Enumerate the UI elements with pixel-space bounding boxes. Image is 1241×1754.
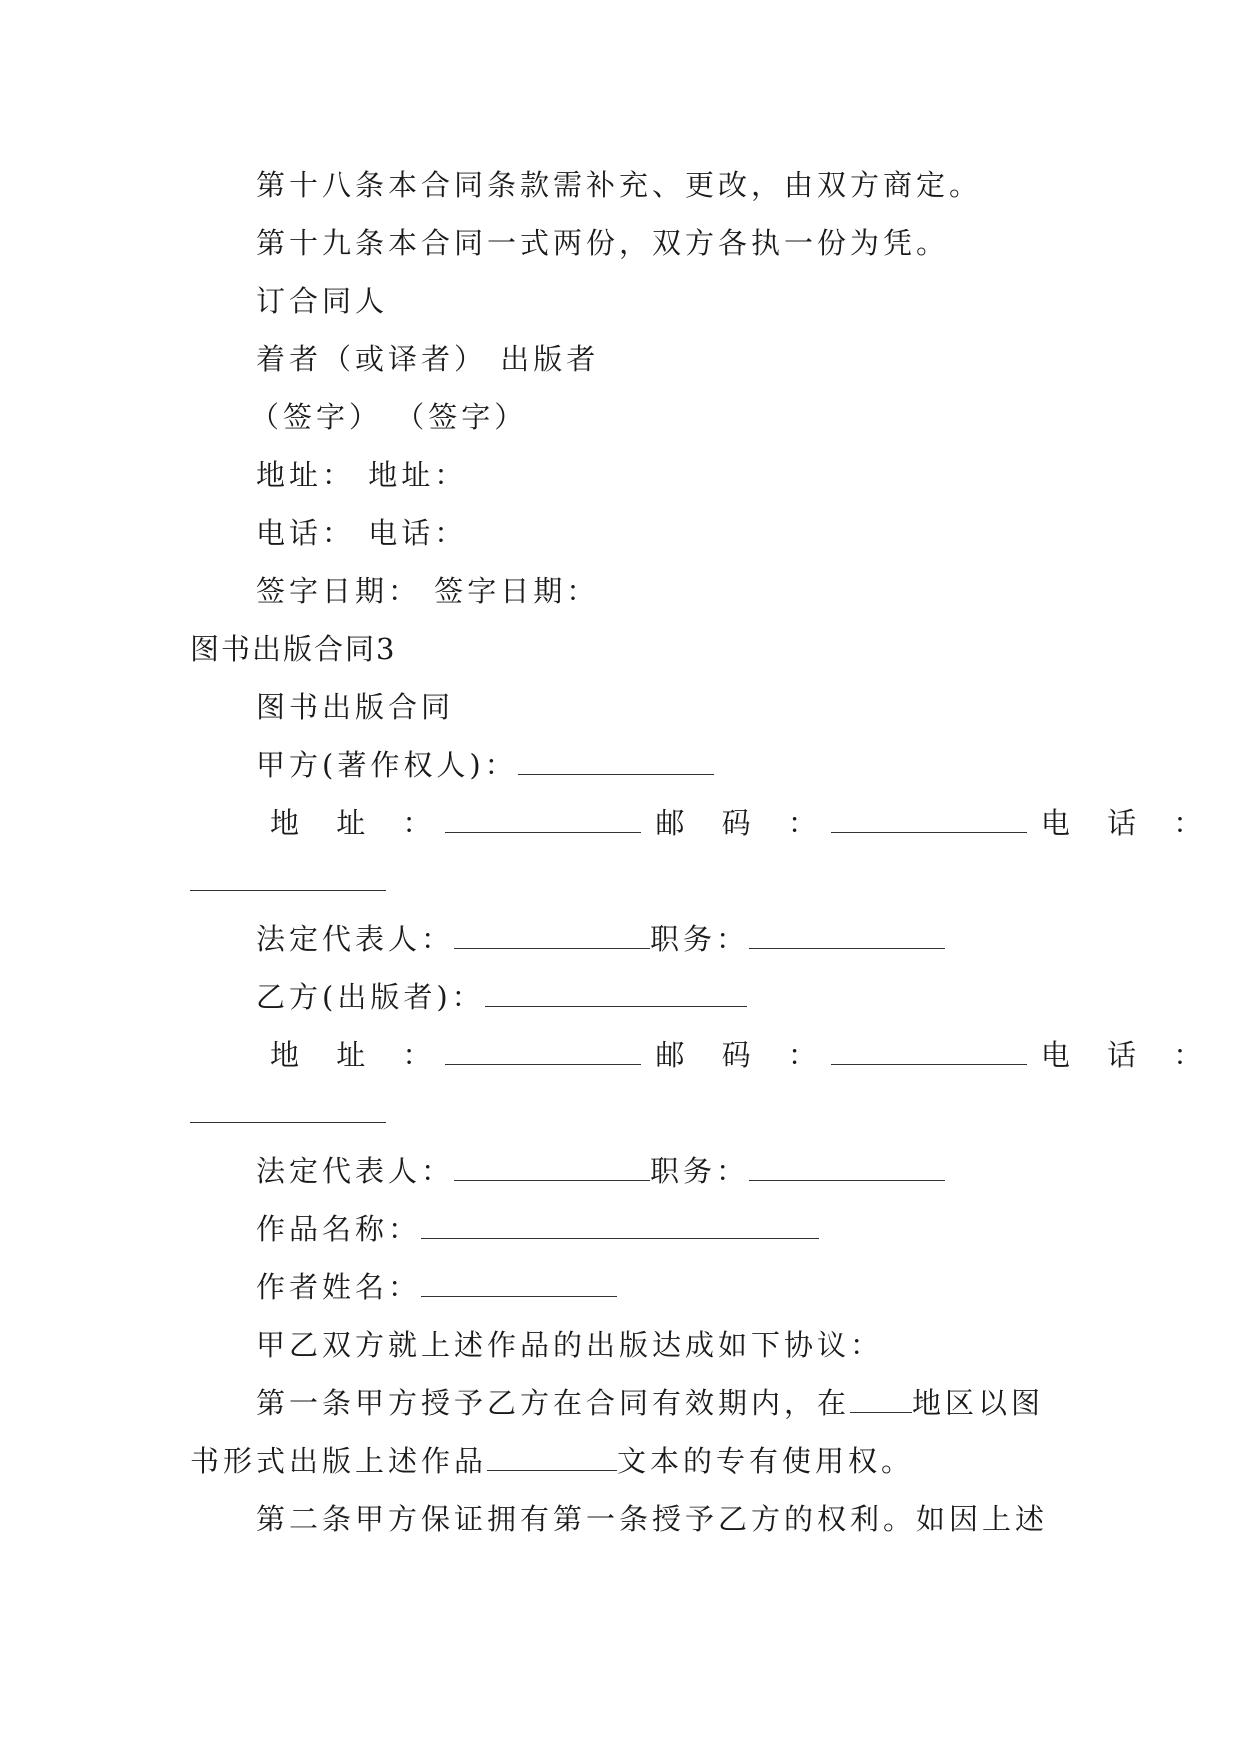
phone-label: 电 话 ： bbox=[1040, 806, 1217, 840]
party-a-rep-line bbox=[256, 919, 945, 959]
address-label: 地 址 ： bbox=[270, 1038, 446, 1072]
address-blank[interactable] bbox=[445, 1038, 641, 1065]
zip-blank[interactable] bbox=[831, 806, 1027, 833]
article-1-text-d: 文本的专有使用权。 bbox=[617, 1444, 915, 1478]
zip-blank[interactable] bbox=[831, 1038, 1027, 1065]
zip-label: 邮 码 ： bbox=[655, 1038, 831, 1072]
party-a-blank[interactable] bbox=[518, 748, 714, 775]
zip-label: 邮 码 ： bbox=[655, 806, 831, 840]
signature-line: （签字） （签字） bbox=[250, 400, 528, 434]
agreement-intro: 甲乙双方就上述作品的出版达成如下协议： bbox=[256, 1328, 884, 1362]
article-1-line-1 bbox=[256, 1383, 1044, 1423]
legal-rep-blank[interactable] bbox=[454, 1154, 650, 1181]
work-name-label: 作品名称： bbox=[256, 1212, 422, 1246]
position-label: 职务： bbox=[650, 922, 750, 956]
language-blank[interactable] bbox=[487, 1444, 617, 1471]
clause-19: 第十九条本合同一式两份，双方各执一份为凭。 bbox=[256, 226, 950, 260]
legal-rep-blank[interactable] bbox=[454, 922, 650, 949]
party-b-line bbox=[256, 977, 747, 1017]
position-blank[interactable] bbox=[749, 922, 945, 949]
address-line: 地址： 地址： bbox=[256, 458, 468, 492]
contract-title: 图书出版合同 bbox=[256, 690, 455, 724]
author-name-blank[interactable] bbox=[421, 1270, 617, 1297]
author-publisher-line: 着者（或译者） 出版者 bbox=[256, 342, 600, 376]
legal-rep-label: 法定代表人： bbox=[256, 922, 455, 956]
work-name-line bbox=[256, 1209, 819, 1249]
clause-18: 第十八条本合同条款需补充、更改，由双方商定。 bbox=[256, 168, 983, 202]
legal-rep-label: 法定代表人： bbox=[256, 1154, 455, 1188]
phone-blank[interactable] bbox=[190, 1096, 386, 1123]
position-label: 职务： bbox=[650, 1154, 750, 1188]
party-a-label: 甲方(著作权人)： bbox=[256, 748, 518, 782]
party-a-line bbox=[256, 745, 714, 785]
party-a-phone-continuation bbox=[190, 861, 386, 901]
party-b-phone-continuation bbox=[190, 1093, 386, 1133]
party-b-label: 乙方(出版者)： bbox=[256, 980, 485, 1014]
article-1-text-a: 第一条甲方授予乙方在合同有效期内，在 bbox=[256, 1386, 851, 1420]
phone-line: 电话： 电话： bbox=[256, 516, 468, 550]
author-name-label: 作者姓名： bbox=[256, 1270, 422, 1304]
article-1-line-2 bbox=[190, 1441, 914, 1481]
address-label: 地 址 ： bbox=[270, 806, 446, 840]
work-name-blank[interactable] bbox=[421, 1212, 819, 1239]
section-heading: 图书出版合同3 bbox=[190, 632, 397, 666]
signatories-heading: 订合同人 bbox=[256, 284, 389, 318]
phone-label: 电 话 ： bbox=[1040, 1038, 1217, 1072]
party-b-rep-line bbox=[256, 1151, 945, 1191]
article-2: 第二条甲方保证拥有第一条授予乙方的权利。如因上述 bbox=[256, 1502, 1049, 1536]
sign-date-line: 签字日期： 签字日期： bbox=[256, 574, 600, 608]
party-a-contact-line bbox=[270, 803, 1216, 843]
party-b-contact-line bbox=[270, 1035, 1216, 1075]
region-blank[interactable] bbox=[850, 1386, 912, 1413]
article-1-text-b: 地区以图 bbox=[912, 1386, 1045, 1420]
article-1-text-c: 书形式出版上述作品 bbox=[190, 1444, 488, 1478]
party-b-blank[interactable] bbox=[485, 980, 747, 1007]
address-blank[interactable] bbox=[445, 806, 641, 833]
phone-blank[interactable] bbox=[190, 864, 386, 891]
author-name-line bbox=[256, 1267, 617, 1307]
position-blank[interactable] bbox=[749, 1154, 945, 1181]
